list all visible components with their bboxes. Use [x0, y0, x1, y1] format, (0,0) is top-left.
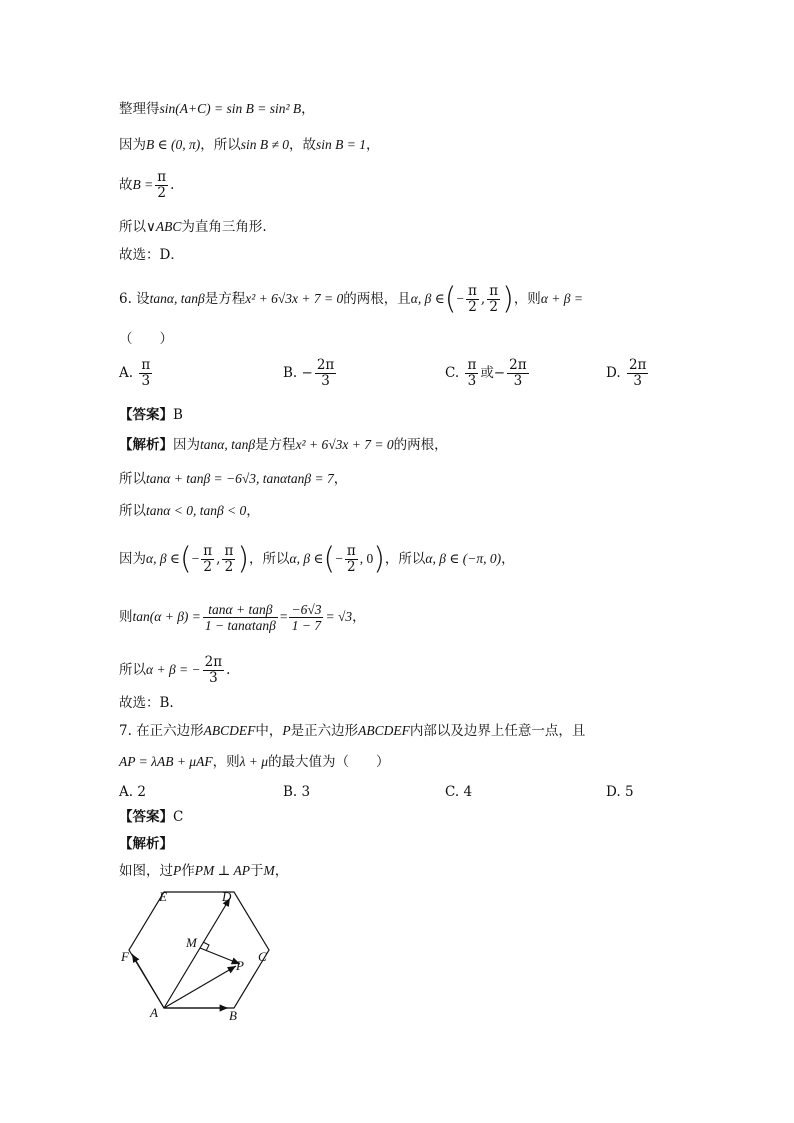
q7-stem-1 — [119, 722, 585, 740]
q7-option-b — [283, 784, 310, 800]
line-3 — [119, 170, 174, 201]
math: α, β ∈ — [289, 551, 324, 566]
text: 如图，过 — [119, 863, 173, 879]
denominator: 3 — [465, 373, 478, 389]
numerator: π — [224, 543, 234, 559]
answer-tag: 【答案】 — [119, 407, 173, 423]
label-m: M — [186, 935, 197, 950]
math: B = — [132, 177, 154, 192]
answer-blank: （ ） — [119, 331, 173, 347]
numerator: tanα + tanβ — [208, 602, 273, 617]
text: 则 — [119, 609, 133, 625]
math: B ∈ (0, π) — [146, 137, 201, 152]
option-value: 5 — [624, 784, 634, 800]
option-label: B. — [283, 784, 298, 800]
option-label: C. — [445, 365, 460, 381]
left-paren: ( — [444, 281, 457, 317]
vector-af — [132, 954, 164, 1008]
option-label: A. — [119, 784, 134, 800]
text: 7. 在正六边形 — [119, 723, 204, 739]
left-paren: ( — [179, 541, 192, 577]
text: 因为 — [119, 551, 146, 567]
fraction — [465, 358, 478, 389]
label-d: D — [222, 889, 232, 904]
fraction — [289, 602, 323, 633]
text: . — [226, 662, 231, 678]
text: ，则 — [212, 754, 240, 770]
numerator: 2π — [204, 654, 223, 670]
text: 于 — [249, 863, 264, 879]
option-label: A. — [119, 365, 134, 381]
text: ，则 — [513, 291, 541, 307]
text: ， — [352, 609, 366, 625]
q6-analysis-2 — [119, 470, 347, 488]
numerator: π — [346, 543, 356, 559]
q6-answer — [119, 406, 183, 424]
line-4 — [119, 218, 267, 236]
text: 故 — [119, 177, 133, 193]
denominator: 2 — [345, 559, 358, 575]
math: PM ⊥ AP — [194, 863, 250, 878]
q7-stem-2 — [119, 753, 390, 771]
math: α, β ∈ (−π, 0) — [425, 551, 502, 566]
text: 的最大值为（ ） — [268, 754, 390, 770]
text: 作 — [181, 863, 195, 879]
q6-option-a — [119, 358, 154, 389]
label-b: B — [229, 1008, 237, 1020]
text: 是方程 — [204, 291, 246, 307]
text: 所以 — [119, 662, 146, 678]
math: sin(A+C) = sin B = sin² B — [159, 101, 302, 116]
fraction — [627, 358, 648, 389]
line-2 — [119, 136, 380, 154]
text: 的两根， — [393, 437, 448, 453]
text: ， — [366, 137, 380, 153]
text: 为直角三角形. — [181, 219, 267, 235]
math: α, β ∈ — [146, 551, 180, 566]
line-5 — [119, 246, 184, 264]
answer-value: B — [173, 407, 183, 423]
math: α + β = − — [146, 662, 201, 677]
fraction — [466, 284, 479, 315]
numerator: 2π — [628, 357, 647, 373]
left-paren: ( — [323, 541, 336, 577]
text: 是正六边形 — [290, 723, 359, 739]
label-c: C — [258, 949, 267, 964]
fraction — [315, 358, 336, 389]
equation: x² + 6√3x + 7 = 0 — [295, 437, 394, 452]
denominator: 2 — [466, 299, 479, 315]
option-label: B. — [283, 365, 298, 381]
q6-analysis-6 — [119, 655, 230, 686]
hexagon-figure — [110, 880, 280, 1020]
fraction — [155, 170, 168, 201]
vector-ap — [164, 966, 236, 1008]
denominator: 3 — [627, 373, 648, 389]
q7-option-d — [606, 784, 634, 800]
option-value: 2 — [137, 784, 146, 800]
fraction — [201, 544, 214, 575]
math: λ + μ — [239, 754, 269, 769]
q6-stem: 6. 设tanα, tanβ是方程x² + 6√3x + 7 = 0的两根，且α, β ∈(− $\frac{\pi}{2}$ , $\frac{\pi}{2}$ )，则α + β = — [119, 281, 583, 317]
math: tanα, tanβ — [200, 437, 256, 452]
text: ，故 — [289, 137, 317, 153]
math: ABCDEF — [358, 723, 410, 738]
fraction — [345, 544, 358, 575]
q7-analysis — [119, 835, 173, 853]
vector-equation: AP = λAB + μAF — [119, 754, 213, 769]
denominator: 2 — [155, 185, 168, 201]
math: tanα + tanβ = −6√3, tanαtanβ = 7 — [146, 471, 334, 486]
right-paren: ) — [502, 281, 514, 317]
q6-analysis-7 — [119, 694, 174, 712]
fraction — [139, 358, 152, 389]
text: 因为 — [119, 137, 146, 153]
label-a: A — [150, 1005, 158, 1020]
q6-blank — [119, 330, 173, 348]
minus-sign: − — [301, 365, 313, 381]
math: tanα < 0, tanβ < 0 — [146, 503, 247, 518]
text: ，所以 — [249, 551, 290, 567]
q6-analysis-4: 因为α, β ∈(− $\frac{\pi}{2}$ , $\frac{\pi}{2}$ )，所以α, β ∈(− $\frac{\pi}{2}$ , 0)，所以α, β ∈ (−π, 0)， — [119, 541, 515, 577]
text: 故选：D． — [119, 247, 184, 263]
numerator: π — [467, 357, 477, 373]
math: M — [263, 863, 275, 878]
q7-option-c — [445, 784, 472, 800]
label-p: P — [236, 958, 244, 973]
q6-analysis-1 — [119, 436, 448, 454]
text: . — [170, 177, 175, 193]
denominator: 3 — [203, 670, 224, 686]
text: 所以 — [119, 219, 146, 235]
numerator: π — [489, 283, 499, 299]
option-label: C. — [445, 784, 460, 800]
fraction — [507, 358, 528, 389]
q6-option-d — [606, 358, 650, 389]
text: 内部以及边界上任意一点，且 — [409, 723, 586, 739]
analysis-tag: 【解析】 — [119, 437, 173, 453]
fraction — [203, 602, 278, 633]
denominator: 1 − tanαtanβ — [204, 618, 276, 633]
text: ，所以 — [384, 551, 426, 567]
math: sin B ≠ 0 — [240, 137, 290, 152]
denominator: 3 — [315, 373, 336, 389]
numerator: π — [468, 283, 477, 299]
option-value: 4 — [463, 784, 473, 800]
numerator: π — [203, 543, 213, 559]
math: = √3 — [325, 609, 353, 624]
fraction — [222, 544, 235, 575]
fraction — [203, 655, 224, 686]
text: ， — [274, 863, 289, 879]
numerator: π — [157, 169, 167, 185]
math: ∨ABC — [146, 219, 182, 234]
text: ， — [246, 503, 260, 519]
math: P — [173, 863, 182, 878]
numerator: 2π — [509, 357, 527, 373]
label-f: F — [121, 949, 129, 964]
math: P — [282, 723, 291, 738]
text: 的两根，且 — [343, 291, 411, 307]
denominator: 2 — [201, 559, 214, 575]
analysis-tag: 【解析】 — [119, 836, 173, 852]
line-1 — [119, 100, 315, 118]
text: 中， — [255, 723, 283, 739]
q7-figure-caption — [119, 862, 288, 880]
q7-answer — [119, 808, 183, 826]
option-value: 3 — [301, 784, 311, 800]
numerator: −6√3 — [291, 602, 322, 617]
numerator: 2π — [316, 357, 335, 373]
math: ABCDEF — [203, 723, 256, 738]
q6-analysis-5: 则tan(α + β) = $\frac{\tan\alpha + \tan\beta}{1 - \tan\alpha\tan\beta}$ = $\frac{-6√3}{1 - 7}$ = √3， — [119, 602, 366, 633]
text: 故选：B. — [119, 695, 174, 711]
text: 所以 — [119, 503, 146, 519]
text: ， — [301, 101, 315, 117]
math: α + β = — [540, 291, 583, 306]
q6-option-c — [445, 358, 531, 389]
math: tan(α + β) = — [132, 609, 201, 624]
label-e: E — [159, 889, 167, 904]
answer-tag: 【答案】 — [119, 809, 173, 825]
text: 整理得 — [119, 101, 160, 117]
math: tanα, tanβ — [149, 291, 205, 306]
q7-option-a — [119, 784, 146, 800]
denominator: 2 — [487, 299, 500, 315]
denominator: 2 — [222, 559, 235, 575]
text: ， — [333, 471, 348, 487]
text: ， — [501, 551, 515, 567]
text: 所以 — [119, 471, 146, 487]
text: 因为 — [173, 437, 200, 453]
denominator: 3 — [139, 373, 152, 389]
answer-value: C — [173, 809, 184, 825]
text: 6. 设 — [119, 291, 150, 307]
fraction — [487, 284, 500, 315]
right-paren: ) — [237, 541, 250, 577]
option-label: D. — [606, 365, 621, 381]
text: ，所以 — [200, 137, 241, 153]
vector-ad — [164, 898, 230, 1008]
text: 或− — [480, 365, 506, 381]
q6-analysis-3 — [119, 502, 260, 520]
numerator: π — [141, 357, 151, 373]
equation: x² + 6√3x + 7 = 0 — [245, 291, 344, 306]
q6-option-b — [283, 358, 338, 389]
denominator: 1 − 7 — [289, 617, 323, 633]
right-paren: ) — [373, 541, 385, 577]
option-label: D. — [606, 784, 621, 800]
math: α, β ∈ — [410, 291, 445, 306]
text: 是方程 — [255, 437, 296, 453]
denominator: 3 — [507, 373, 528, 389]
math: sin B = 1 — [316, 137, 367, 152]
